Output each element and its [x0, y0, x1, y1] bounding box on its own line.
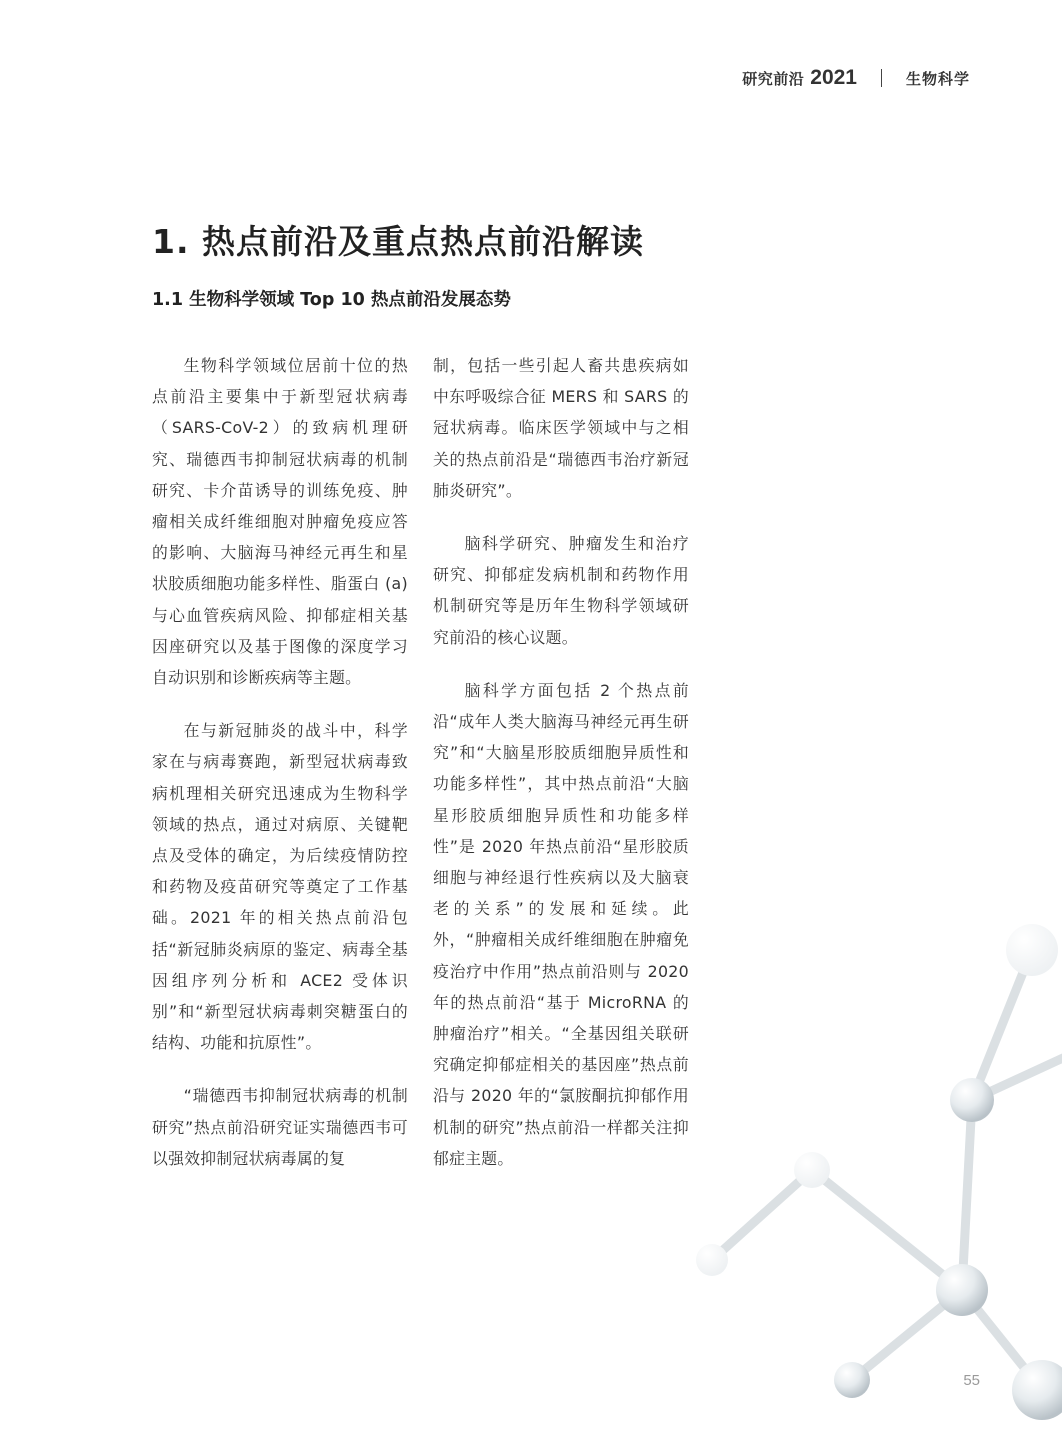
- left-column: [152, 350, 408, 1196]
- paragraph-continuation: 制，包括一些引起人畜共患疾病如中东呼吸综合征 MERS 和 SARS 的冠状病毒。临床医学领域中与之相关的热点前沿是“瑞德西韦治疗新冠肺炎研究”。: [433, 356, 689, 500]
- header-brand: 研究前沿: [742, 69, 805, 88]
- paragraph: 生物科学领域位居前十位的热点前沿主要集中于新型冠状病毒（SARS-CoV-2）的致病机理研究、瑞德西韦抑制冠状病毒的机制研究、卡介苗诱导的训练免疫、肿瘤相关成纤维细胞对肿瘤免疫应答的影响、大脑海马神经元再生和星状胶质细胞功能多样性、脂蛋白 (a) 与心血管疾病风险、抑郁症相关基因座研究以及基于图像的深度学习自动识别和诊断疾病等主题。: [152, 356, 408, 688]
- molecule-decoration: [562, 920, 1062, 1440]
- paragraph: 脑科学方面包括 2 个热点前沿“成年人类大脑海马神经元再生研究”和“大脑星形胶质细胞异质性和功能多样性”，其中热点前沿“大脑星形胶质细胞异质性和功能多样性”是 2020 年热点前沿“星形胶质细胞与神经退行性疾病以及大脑衰老的关系”的发展和延续。此外，“肿瘤相关成纤维细胞在肿瘤免疫治疗中作用”热点前沿则与 2020 年的热点前沿“基于 MicroRNA 的肿瘤治疗”相关。“全基因组关联研究确定抑郁症相关的基因座”热点前沿与 2020 年的“氯胺酮抗抑郁作用机制的研究”热点前沿一样都关注抑郁症主题。: [433, 680, 689, 1168]
- paragraph: “瑞德西韦抑制冠状病毒的机制研究”热点前沿研究证实瑞德西韦可以强效抑制冠状病毒属的复: [152, 1086, 408, 1168]
- header-field: 生物科学: [905, 69, 970, 88]
- subsection-title: 1.1 生物科学领域 Top 10 热点前沿发展态势: [152, 290, 511, 310]
- molecule-atom: [936, 1264, 988, 1316]
- molecule-atom: [950, 1078, 994, 1122]
- section-title: 1. 热点前沿及重点热点前沿解读: [152, 222, 644, 261]
- molecule-atom: [834, 1362, 870, 1398]
- molecule-atom: [794, 1152, 830, 1188]
- paragraph: 脑科学研究、肿瘤发生和治疗研究、抑郁症发病机制和药物作用机制研究等是历年生物科学领域研究前沿的核心议题。: [433, 534, 689, 647]
- page-number: 55: [963, 1372, 980, 1389]
- header-divider: [881, 69, 882, 87]
- molecule-atom: [696, 1244, 728, 1276]
- header-year: 2021: [810, 66, 857, 89]
- running-header: [742, 66, 970, 90]
- paragraph: 在与新冠肺炎的战斗中，科学家在与病毒赛跑，新型冠状病毒致病机理相关研究迅速成为生物科学领域的热点，通过对病原、关键靶点及受体的确定，为后续疫情防控和药物及疫苗研究等奠定了工作基础。2021 年的相关热点前沿包括“新冠肺炎病原的鉴定、病毒全基因组序列分析和 ACE2 受体识别”和“新型冠状病毒刺突糖蛋白的结构、功能和抗原性”。: [152, 721, 408, 1053]
- molecule-atom: [1006, 924, 1058, 976]
